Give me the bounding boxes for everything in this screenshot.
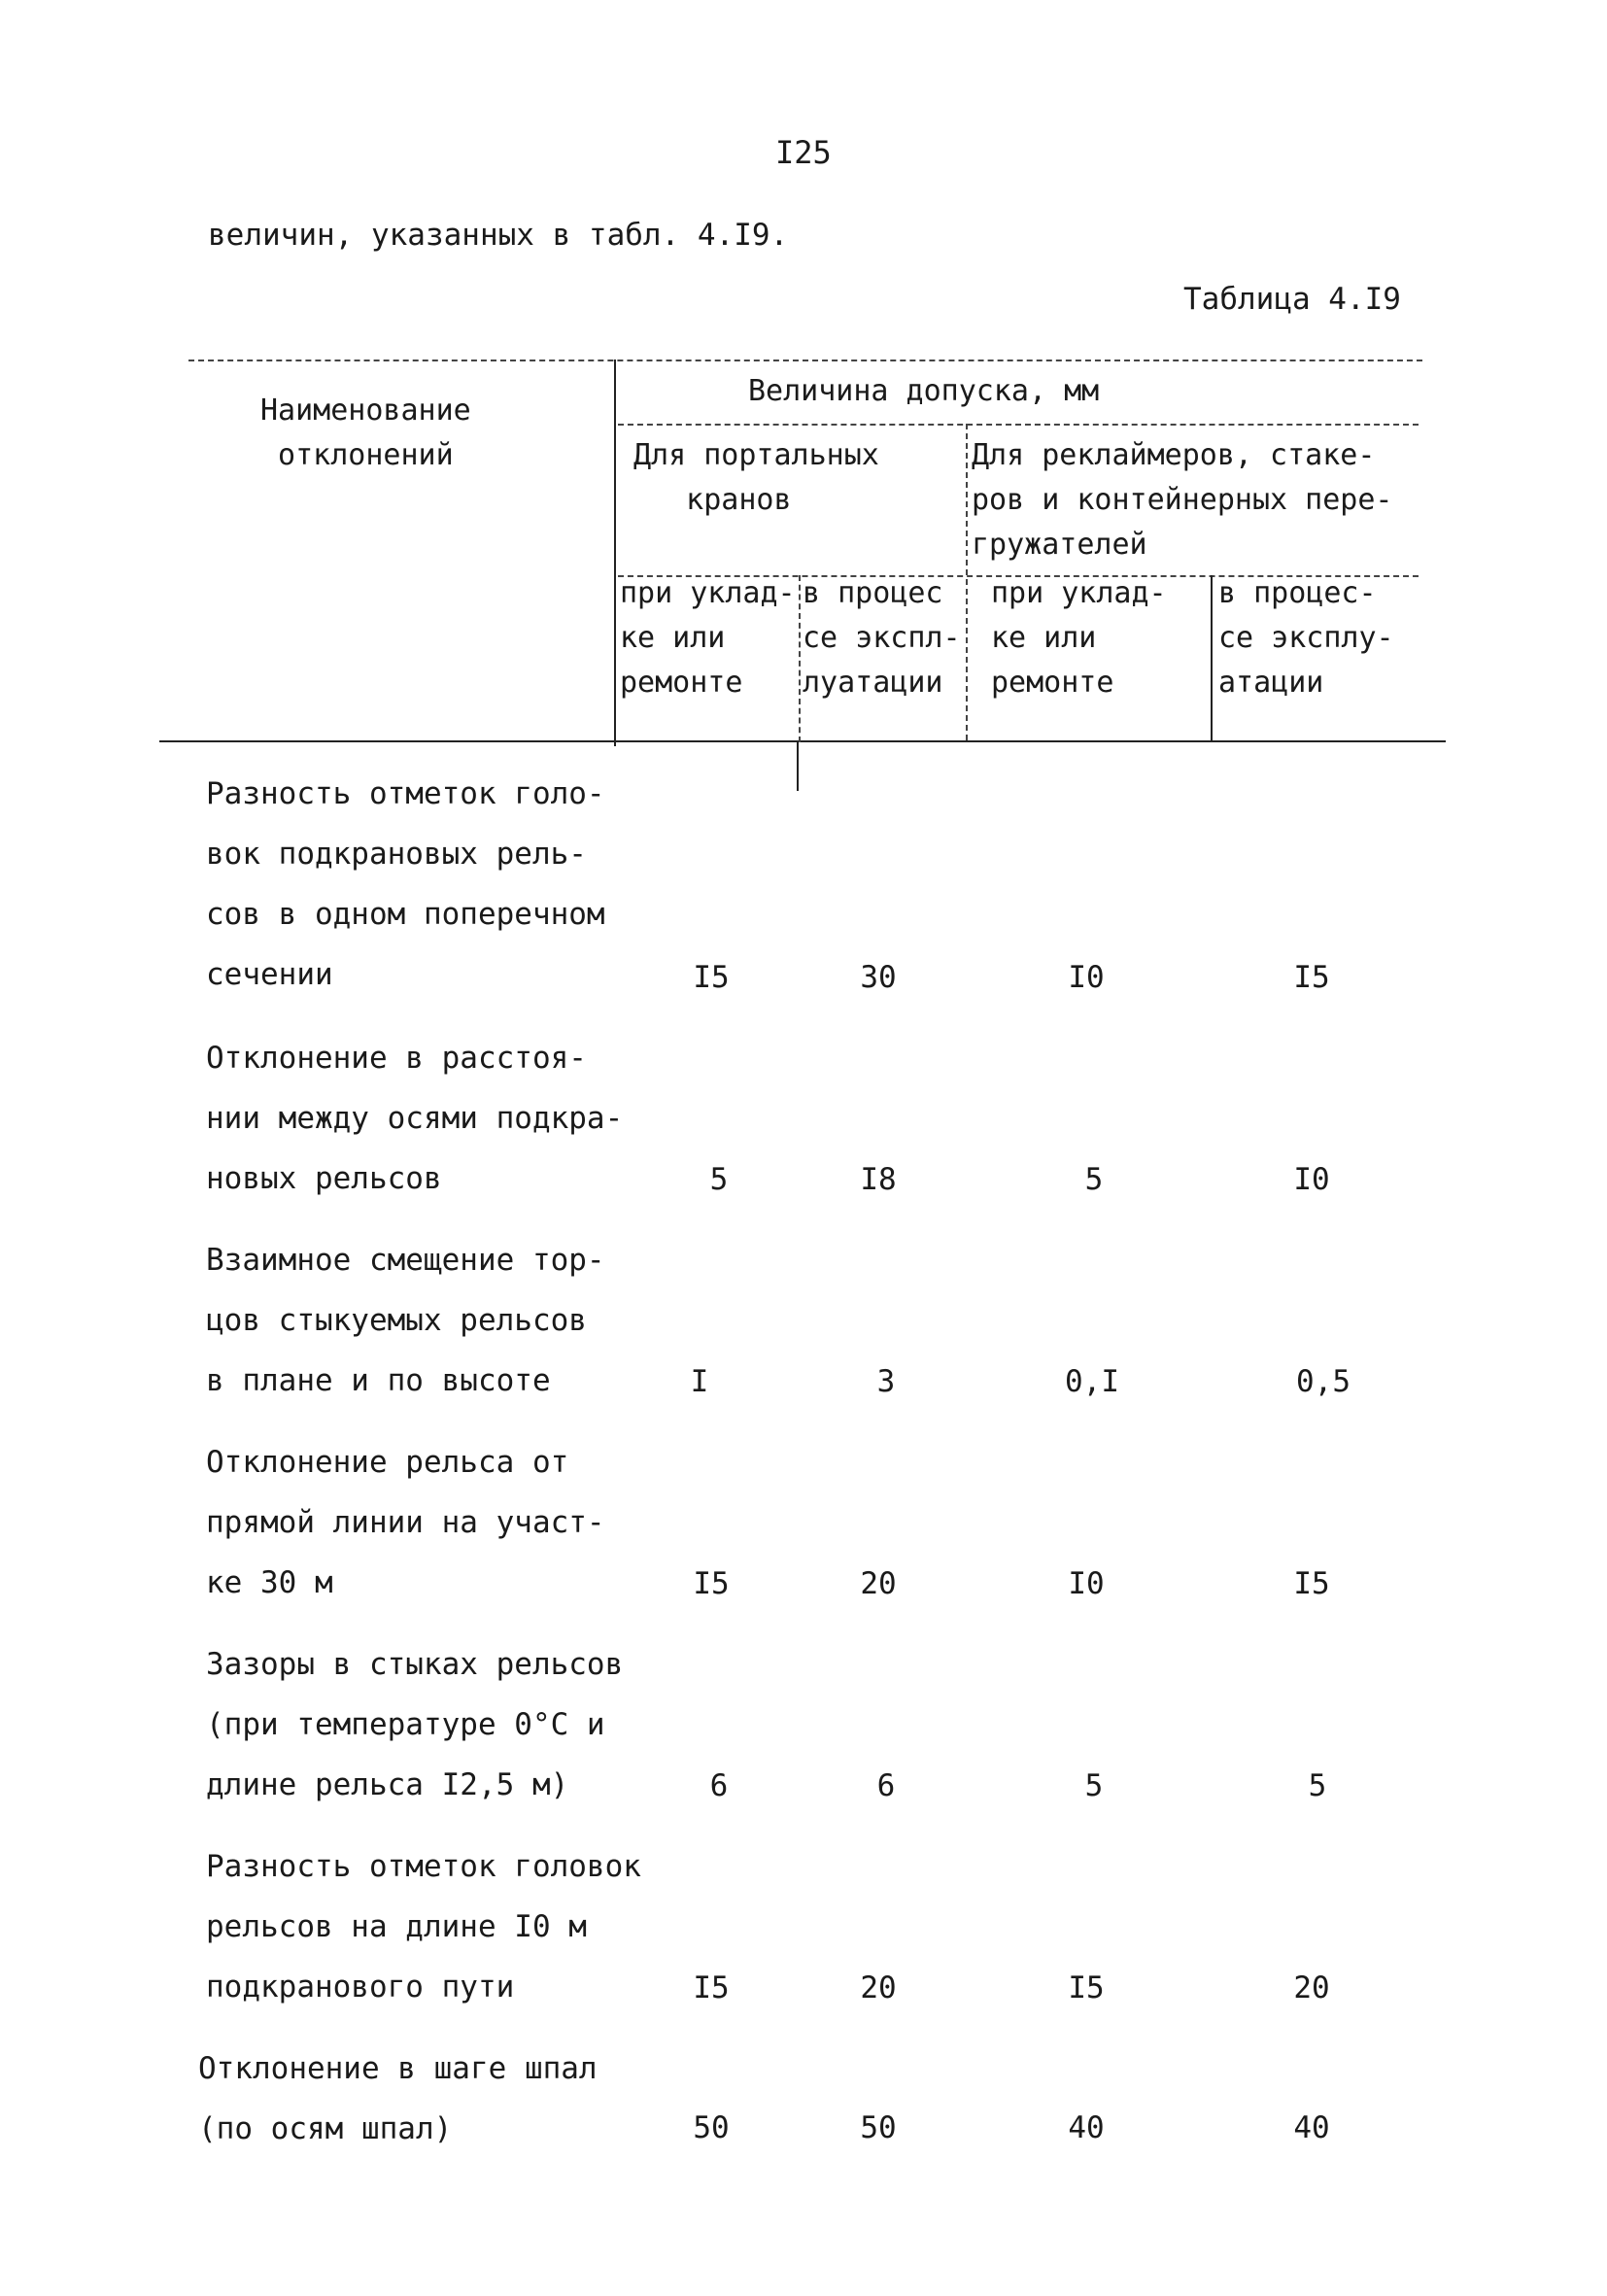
header-bottom-rule [159, 740, 1446, 742]
name-column-divider [614, 360, 616, 746]
header-deviation-name: Наименование отклонений [260, 394, 471, 472]
page-number: I25 [775, 134, 832, 171]
value-reclaimer-installation: 5 [1084, 1768, 1104, 1803]
value-portal-operation: 20 [860, 1566, 897, 1601]
header-portal-cranes: Для портальных кранов [633, 438, 879, 517]
value-portal-operation: 6 [876, 1768, 896, 1803]
value-reclaimer-operation: 40 [1293, 2110, 1330, 2145]
value-reclaimer-operation: 0,5 [1296, 1364, 1351, 1399]
value-portal-installation: I5 [693, 960, 730, 995]
subheader-reclaimer-operation: в процес- се эксплу- атации [1218, 576, 1394, 700]
value-portal-operation: 3 [876, 1364, 896, 1399]
subheader-portal-installation: при уклад- ке или ремонте [620, 576, 796, 700]
value-portal-installation: 5 [709, 1162, 729, 1197]
value-portal-installation: 6 [709, 1768, 729, 1803]
intro-text: величин, указанных в табл. 4.I9. [208, 218, 789, 253]
value-reclaimer-operation: 20 [1293, 1970, 1330, 2005]
subheader-reclaimer-installation: при уклад- ке или ремонте [991, 576, 1167, 700]
row-name: Отклонение в расстоя- нии между осями подкра- новых рельсов [206, 1041, 624, 1196]
value-reclaimer-installation: 5 [1084, 1162, 1104, 1197]
value-reclaimer-operation: 5 [1308, 1768, 1327, 1803]
body-divider-stub [797, 742, 799, 791]
subheader-portal-operation: в процес се экспл- луатации [803, 576, 961, 700]
table-caption: Таблица 4.I9 [1183, 282, 1401, 317]
header-tolerance: Величина допуска, мм [748, 374, 1100, 408]
value-reclaimer-operation: I5 [1293, 1566, 1330, 1601]
value-reclaimer-installation: 0,I [1065, 1364, 1119, 1399]
row-name: Разность отметок головок рельсов на длине I0 м подкранового пути [206, 1849, 641, 2005]
reclaimer-subcol-divider [1211, 575, 1213, 740]
value-reclaimer-operation: I0 [1293, 1162, 1330, 1197]
portal-subcol-divider [799, 575, 801, 742]
row-name: Зазоры в стыках рельсов (при температуре 0°C и длине рельса I2,5 м) [206, 1647, 624, 1802]
value-reclaimer-installation: I0 [1068, 960, 1105, 995]
table-top-rule [188, 360, 1422, 361]
header-reclaimers: Для реклаймеров, стаке- ров и контейнерных пере- гружателей [972, 438, 1393, 562]
value-reclaimer-operation: I5 [1293, 960, 1330, 995]
value-portal-operation: 50 [860, 2110, 897, 2145]
value-portal-operation: 20 [860, 1970, 897, 2005]
value-portal-installation: I [690, 1364, 709, 1399]
group-divider [966, 424, 968, 740]
row-name: Взаимное смещение тор- цов стыкуемых рельсов в плане и по высоте [206, 1243, 605, 1398]
value-portal-operation: 30 [860, 960, 897, 995]
value-portal-operation: I8 [860, 1162, 897, 1197]
value-portal-installation: 50 [693, 2110, 730, 2145]
value-reclaimer-installation: I5 [1068, 1970, 1105, 2005]
value-reclaimer-installation: 40 [1068, 2110, 1105, 2145]
value-portal-installation: I5 [693, 1566, 730, 1601]
value-portal-installation: I5 [693, 1970, 730, 2005]
row-name: Отклонение в шаге шпал (по осям шпал) [198, 2051, 598, 2146]
row-name: Разность отметок голо- вок подкрановых рель- сов в одном поперечном сечении [206, 776, 605, 992]
row-name: Отклонение рельса от прямой линии на участ- ке 30 м [206, 1445, 605, 1600]
value-reclaimer-installation: I0 [1068, 1566, 1105, 1601]
tolerance-header-rule [618, 424, 1419, 426]
